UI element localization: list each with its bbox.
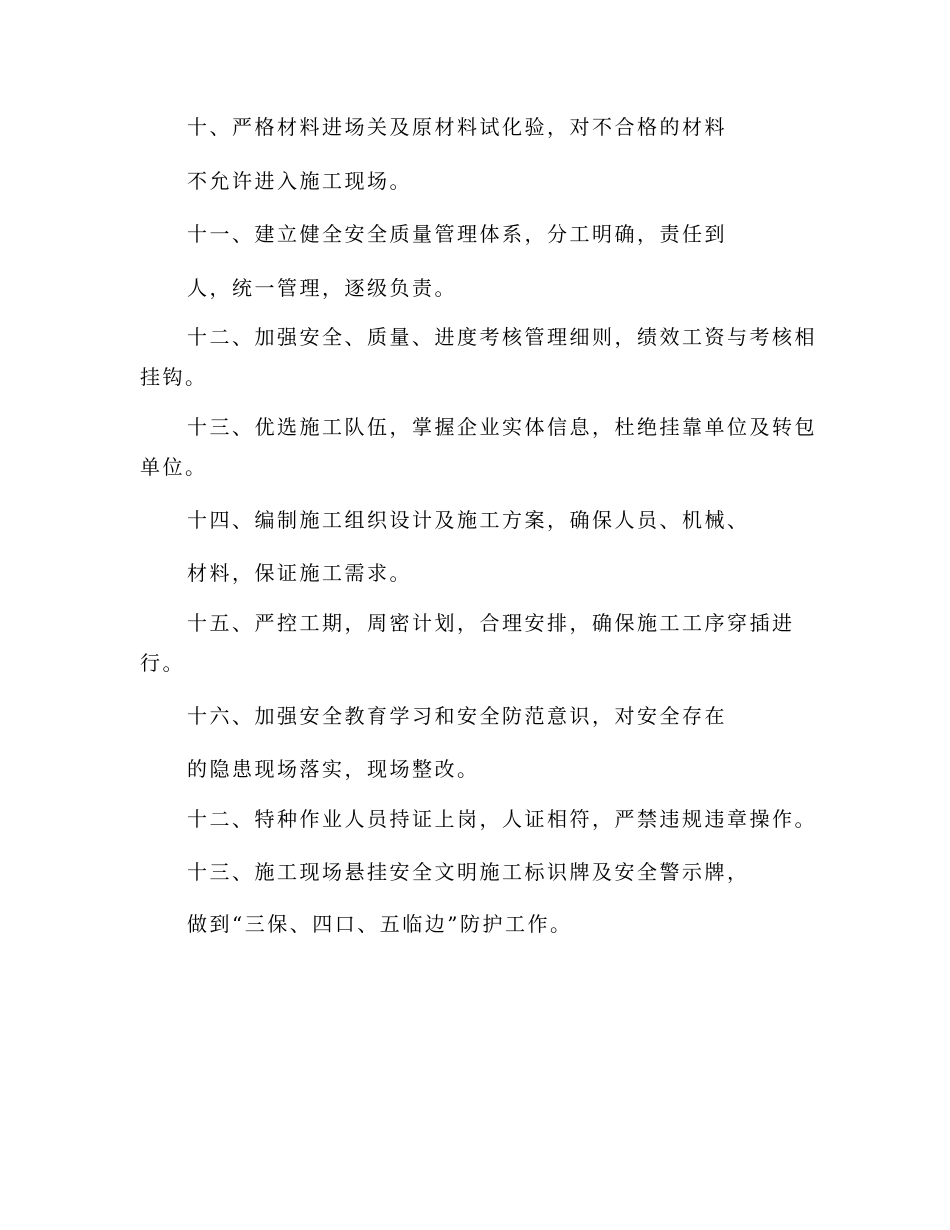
paragraph-15-line-1: 十五、严控工期，周密计划，合理安排，确保施工工序穿插进 <box>187 611 795 635</box>
paragraph-11-line-2: 人，统一管理，逐级负责。 <box>187 276 457 300</box>
paragraph-12-line-2: 挂钩。 <box>140 365 208 389</box>
paragraph-16-line-1: 十六、加强安全教育学习和安全防范意识，对安全存在 <box>187 704 727 728</box>
paragraph-13-line-1: 十三、优选施工队伍，掌握企业实体信息，杜绝挂靠单位及转包 <box>187 415 817 439</box>
paragraph-16-line-2: 的隐患现场落实，现场整改。 <box>187 757 480 781</box>
paragraph-13-line-2: 单位。 <box>140 455 208 479</box>
paragraph-15-line-2: 行。 <box>140 651 185 675</box>
paragraph-11-line-1: 十一、建立健全安全质量管理体系，分工明确，责任到 <box>187 222 727 246</box>
paragraph-13b-line-1: 十三、施工现场悬挂安全文明施工标识牌及安全警示牌， <box>187 860 750 884</box>
paragraph-10-line-2: 不允许进入施工现场。 <box>187 169 412 193</box>
paragraph-12b-line-1: 十二、特种作业人员持证上岗，人证相符，严禁违规违章操作。 <box>187 807 817 831</box>
paragraph-14-line-1: 十四、编制施工组织设计及施工方案，确保人员、机械、 <box>187 508 750 532</box>
paragraph-14-line-2: 材料，保证施工需求。 <box>187 561 412 585</box>
paragraph-13b-line-2: 做到“三保、四口、五临边”防护工作。 <box>187 912 573 936</box>
paragraph-12-line-1: 十二、加强安全、质量、进度考核管理细则，绩效工资与考核相 <box>187 325 817 349</box>
paragraph-10-line-1: 十、严格材料进场关及原材料试化验，对不合格的材料 <box>187 115 727 139</box>
